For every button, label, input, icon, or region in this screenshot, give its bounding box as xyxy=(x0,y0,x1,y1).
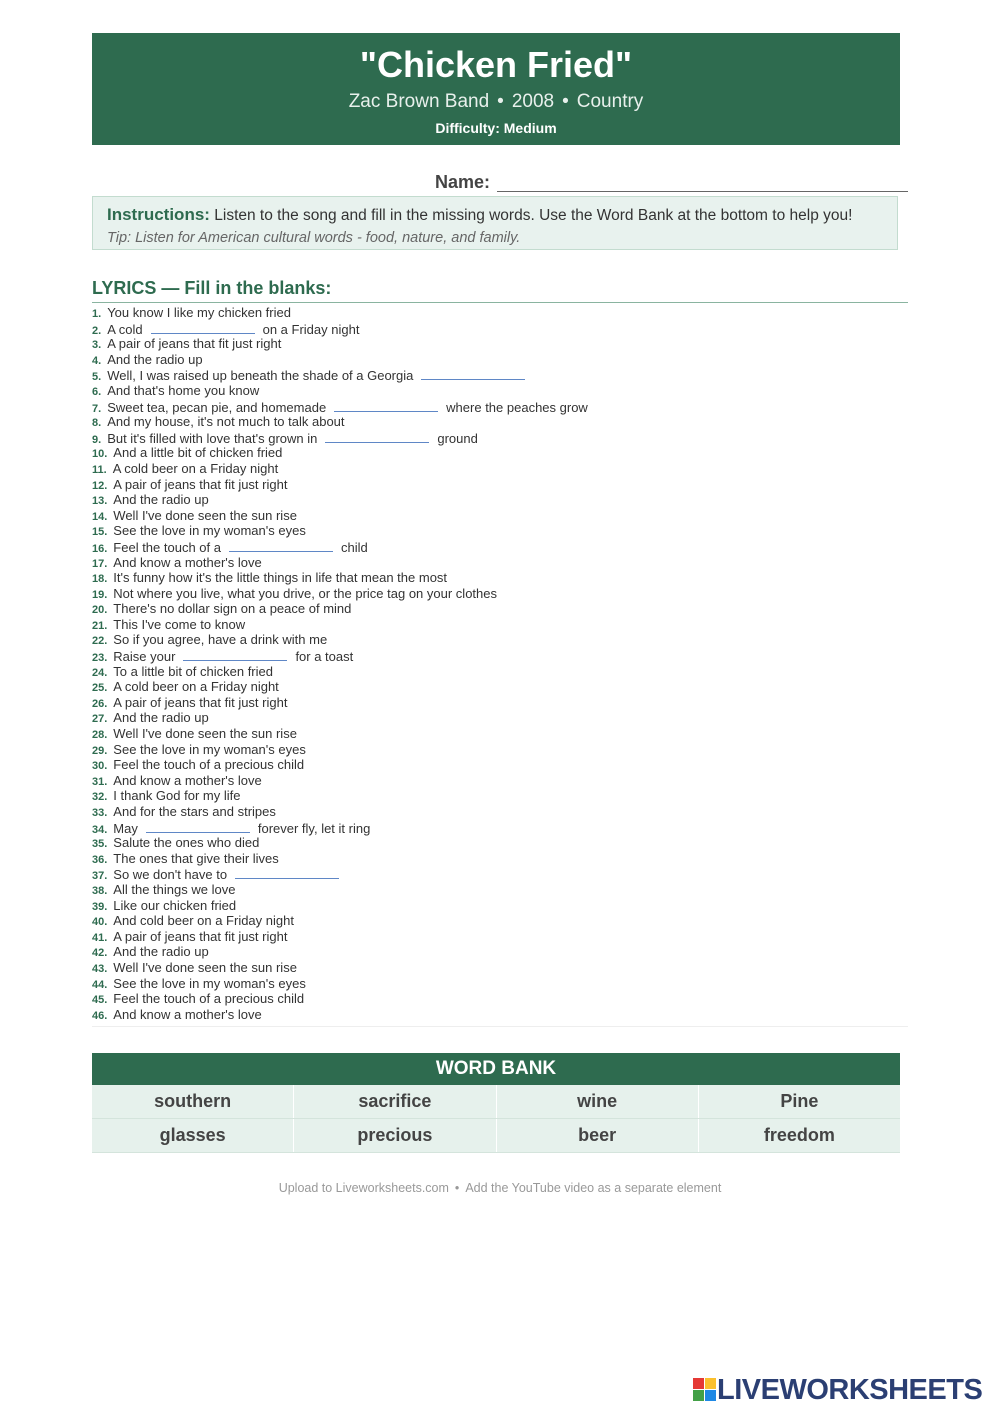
lyric-text: A pair of jeans that fit just right xyxy=(113,694,288,710)
lyric-line xyxy=(92,757,908,773)
lyric-line xyxy=(92,726,908,742)
lyric-text: And the radio up xyxy=(113,492,209,508)
lyric-text: So if you agree, have a drink with me xyxy=(113,632,328,648)
word-bank-word: Pine xyxy=(780,1091,819,1111)
difficulty-label: Difficulty: Medium xyxy=(435,120,557,136)
line-number: 45. xyxy=(92,994,108,1007)
line-number: 46. xyxy=(92,1009,108,1022)
lyric-text: You know I like my chicken fried xyxy=(107,305,291,320)
line-number: 34. xyxy=(92,823,108,836)
lyric-text: A cold xyxy=(107,321,143,337)
lyric-text: And the radio up xyxy=(113,710,209,726)
line-number: 17. xyxy=(92,557,108,570)
instructions-label: Instructions: xyxy=(107,205,210,224)
lyric-text: Well I've done seen the sun rise xyxy=(113,726,297,742)
line-number: 40. xyxy=(92,916,108,929)
lyric-line xyxy=(92,586,908,602)
liveworksheets-logo xyxy=(693,1374,993,1406)
word-bank-word: wine xyxy=(497,1085,699,1118)
lyric-text: And know a mother's love xyxy=(113,554,262,570)
line-number: 19. xyxy=(92,588,108,601)
name-input-line[interactable] xyxy=(497,191,908,192)
lyric-text-after: forever fly, let it ring xyxy=(257,820,371,836)
lyric-text: Feel the touch of a precious child xyxy=(113,757,305,773)
footer-note xyxy=(0,1181,1000,1195)
lyric-text-after: on a Friday night xyxy=(262,321,360,337)
word-bank-title: WORD BANK xyxy=(92,1053,900,1085)
line-number: 37. xyxy=(92,870,108,883)
lyric-line xyxy=(92,882,908,898)
name-field[interactable] xyxy=(435,172,908,194)
line-number: 42. xyxy=(92,947,108,960)
word-bank-row xyxy=(92,1085,900,1119)
lyric-text: And cold beer on a Friday night xyxy=(113,913,294,929)
lyric-line xyxy=(92,321,908,337)
line-number: 22. xyxy=(92,635,108,648)
lyric-text: Raise your xyxy=(113,649,176,665)
lyric-line xyxy=(92,367,908,383)
lyric-text: All the things we love xyxy=(113,881,236,897)
separator-dot: • xyxy=(454,1181,460,1195)
lyric-text: See the love in my woman's eyes xyxy=(113,523,306,539)
lyric-line xyxy=(92,898,908,914)
line-number: 38. xyxy=(92,884,108,897)
lyric-text: And know a mother's love xyxy=(113,1006,262,1022)
line-number: 26. xyxy=(92,697,108,710)
lyric-text-after: where the peaches grow xyxy=(446,399,588,415)
lyric-text: A pair of jeans that fit just right xyxy=(113,476,288,492)
lyric-text: Well I've done seen the sun rise xyxy=(113,959,297,975)
line-number: 6. xyxy=(92,385,102,398)
line-number: 33. xyxy=(92,807,108,819)
lyric-line xyxy=(92,477,908,493)
lyric-text-after: for a toast xyxy=(295,649,354,665)
lyric-line xyxy=(92,866,908,882)
line-number: 30. xyxy=(92,760,108,773)
lyric-text: And my house, it's not much to talk about xyxy=(107,414,345,430)
lyric-line xyxy=(92,804,908,820)
lyric-line xyxy=(92,336,908,352)
line-number: 31. xyxy=(92,775,108,788)
lyric-text: A cold beer on a Friday night xyxy=(112,460,279,476)
lyric-line xyxy=(92,913,908,929)
lyric-line xyxy=(92,991,908,1007)
lyric-line xyxy=(92,835,908,851)
fill-in-blank[interactable] xyxy=(146,820,250,833)
artist-name: Zac Brown Band xyxy=(348,91,490,112)
lyric-line xyxy=(92,445,908,461)
instructions-text xyxy=(107,205,883,226)
line-number: 44. xyxy=(92,978,108,991)
lyric-line xyxy=(92,617,908,633)
lyric-text: To a little bit of chicken fried xyxy=(113,663,273,679)
lyric-line xyxy=(92,492,908,508)
lyric-text: And the radio up xyxy=(107,351,203,367)
fill-in-blank[interactable] xyxy=(325,430,429,443)
fill-in-blank[interactable] xyxy=(334,399,438,412)
line-number: 13. xyxy=(92,495,108,508)
lyric-line xyxy=(92,664,908,680)
line-number: 36. xyxy=(92,853,108,866)
lyric-text: The ones that give their lives xyxy=(113,850,279,866)
line-number: 20. xyxy=(92,604,108,617)
lyric-text: Feel the touch of a xyxy=(113,539,221,555)
line-number: 21. xyxy=(92,619,108,632)
line-number: 5. xyxy=(92,371,102,384)
word-bank-word: glasses xyxy=(92,1119,294,1152)
lyric-text: Salute the ones who died xyxy=(113,835,260,851)
footer-youtube-text: Add the YouTube video as a separate element xyxy=(465,1181,722,1195)
lyric-text: Sweet tea, pecan pie, and homemade xyxy=(107,399,327,415)
lyric-text: Well, I was raised up beneath the shade of a Georgia xyxy=(107,368,414,384)
line-number: 39. xyxy=(92,900,108,913)
lyric-line xyxy=(92,1007,908,1023)
lyric-text: I thank God for my life xyxy=(113,788,241,804)
lyric-text: Like our chicken fried xyxy=(113,897,237,913)
lyrics-heading: LYRICS — Fill in the blanks: xyxy=(92,277,908,303)
lyric-line xyxy=(92,430,908,446)
lyric-text: Not where you live, what you drive, or the price tag on your clothes xyxy=(113,585,497,601)
line-number: 24. xyxy=(92,666,108,679)
logo-text: LIVEWORKSHEETS xyxy=(717,1374,983,1406)
lyric-line xyxy=(92,788,908,804)
song-year: 2008 xyxy=(511,91,555,112)
lyric-text: So we don't have to xyxy=(113,867,228,883)
lyric-text: A pair of jeans that fit just right xyxy=(107,336,282,352)
lyric-line xyxy=(92,352,908,368)
separator-dot: • xyxy=(562,91,569,112)
line-number: 4. xyxy=(92,354,102,367)
lyric-line xyxy=(92,960,908,976)
separator-dot: • xyxy=(497,91,504,112)
lyric-line xyxy=(92,944,908,960)
lyric-line xyxy=(92,570,908,586)
lyric-text: Well I've done seen the sun rise xyxy=(113,507,297,523)
line-number: 25. xyxy=(92,682,108,695)
lyric-text: A pair of jeans that fit just right xyxy=(113,928,288,944)
line-number: 27. xyxy=(92,713,108,726)
line-number: 2. xyxy=(92,324,102,337)
lyric-line xyxy=(92,820,908,836)
line-number: 43. xyxy=(92,962,108,975)
lyric-text-after: child xyxy=(340,539,368,555)
instructions-tip: Tip: Listen for American cultural words - food, nature, and family. xyxy=(107,230,521,246)
lyrics-list xyxy=(92,305,908,1022)
lyric-line xyxy=(92,523,908,539)
line-number: 3. xyxy=(92,339,102,352)
word-bank xyxy=(92,1053,900,1153)
lyric-line xyxy=(92,773,908,789)
line-number: 18. xyxy=(92,573,108,586)
lyric-line xyxy=(92,851,908,867)
word-bank-word: freedom xyxy=(763,1125,835,1145)
name-label: Name: xyxy=(435,172,491,192)
line-number: 35. xyxy=(92,838,108,851)
line-number: 1. xyxy=(92,308,102,320)
fill-in-blank[interactable] xyxy=(151,321,255,334)
line-number: 32. xyxy=(92,791,108,804)
line-number: 9. xyxy=(92,433,102,446)
lyric-line xyxy=(92,679,908,695)
lyric-text: And that's home you know xyxy=(107,382,260,398)
word-bank-word: precious xyxy=(294,1119,496,1152)
lyric-line xyxy=(92,383,908,399)
lyric-text: But it's filled with love that's grown in xyxy=(107,430,318,446)
logo-blocks-icon xyxy=(693,1378,717,1402)
lyric-text: It's funny how it's the little things in life that mean the most xyxy=(113,570,448,586)
lyric-text: There's no dollar sign on a peace of mind xyxy=(113,601,352,617)
line-number: 41. xyxy=(92,931,108,944)
lyric-text: And know a mother's love xyxy=(113,772,262,788)
lyric-line xyxy=(92,742,908,758)
lyric-text: A cold beer on a Friday night xyxy=(113,679,279,695)
lyric-text: Feel the touch of a precious child xyxy=(113,991,305,1007)
line-number: 8. xyxy=(92,417,102,430)
line-number: 23. xyxy=(92,652,108,665)
line-number: 7. xyxy=(92,402,102,415)
lyric-text: See the love in my woman's eyes xyxy=(113,741,306,757)
lyric-line xyxy=(92,555,908,571)
lyric-line xyxy=(92,414,908,430)
word-bank-row xyxy=(92,1119,900,1153)
line-number: 14. xyxy=(92,510,108,523)
song-title: "Chicken Fried" xyxy=(359,44,633,85)
lyric-text-after: ground xyxy=(437,430,478,446)
word-bank-word: southern xyxy=(92,1085,294,1118)
lyric-text: And for the stars and stripes xyxy=(113,804,276,819)
song-meta xyxy=(92,91,900,113)
line-number: 28. xyxy=(92,729,108,742)
lyric-line xyxy=(92,695,908,711)
line-number: 16. xyxy=(92,542,108,555)
lyric-line xyxy=(92,539,908,555)
lyric-line xyxy=(92,710,908,726)
instructions-body: Listen to the song and fill in the missing words. Use the Word Bank at the bottom to help you! xyxy=(214,207,853,224)
fill-in-blank[interactable] xyxy=(421,367,525,380)
lyric-text: May xyxy=(113,820,138,836)
line-number: 11. xyxy=(92,463,107,476)
lyric-line xyxy=(92,399,908,415)
lyric-line xyxy=(92,632,908,648)
line-number: 15. xyxy=(92,526,108,539)
line-number: 10. xyxy=(92,448,108,461)
lyric-line xyxy=(92,648,908,664)
instructions-box xyxy=(92,196,898,250)
line-number: 12. xyxy=(92,479,108,492)
lyric-line xyxy=(92,929,908,945)
song-genre: Country xyxy=(576,91,644,112)
fill-in-blank[interactable] xyxy=(229,539,333,552)
lyric-line xyxy=(92,508,908,524)
lyric-text: This I've come to know xyxy=(113,616,246,632)
word-bank-word: sacrifice xyxy=(294,1085,496,1118)
lyric-text: And a little bit of chicken fried xyxy=(113,445,283,461)
lyric-line xyxy=(92,976,908,992)
lyric-text: See the love in my woman's eyes xyxy=(113,975,306,991)
word-bank-word: beer xyxy=(497,1119,699,1152)
section-divider xyxy=(92,1026,908,1027)
lyric-line xyxy=(92,601,908,617)
line-number: 29. xyxy=(92,744,108,757)
lyric-line xyxy=(92,461,908,477)
lyric-text: And the radio up xyxy=(113,944,209,960)
fill-in-blank[interactable] xyxy=(235,866,339,879)
worksheet-header xyxy=(92,33,900,145)
footer-upload-text: Upload to Liveworksheets.com xyxy=(278,1181,449,1195)
fill-in-blank[interactable] xyxy=(183,648,287,661)
lyric-line xyxy=(92,305,908,321)
